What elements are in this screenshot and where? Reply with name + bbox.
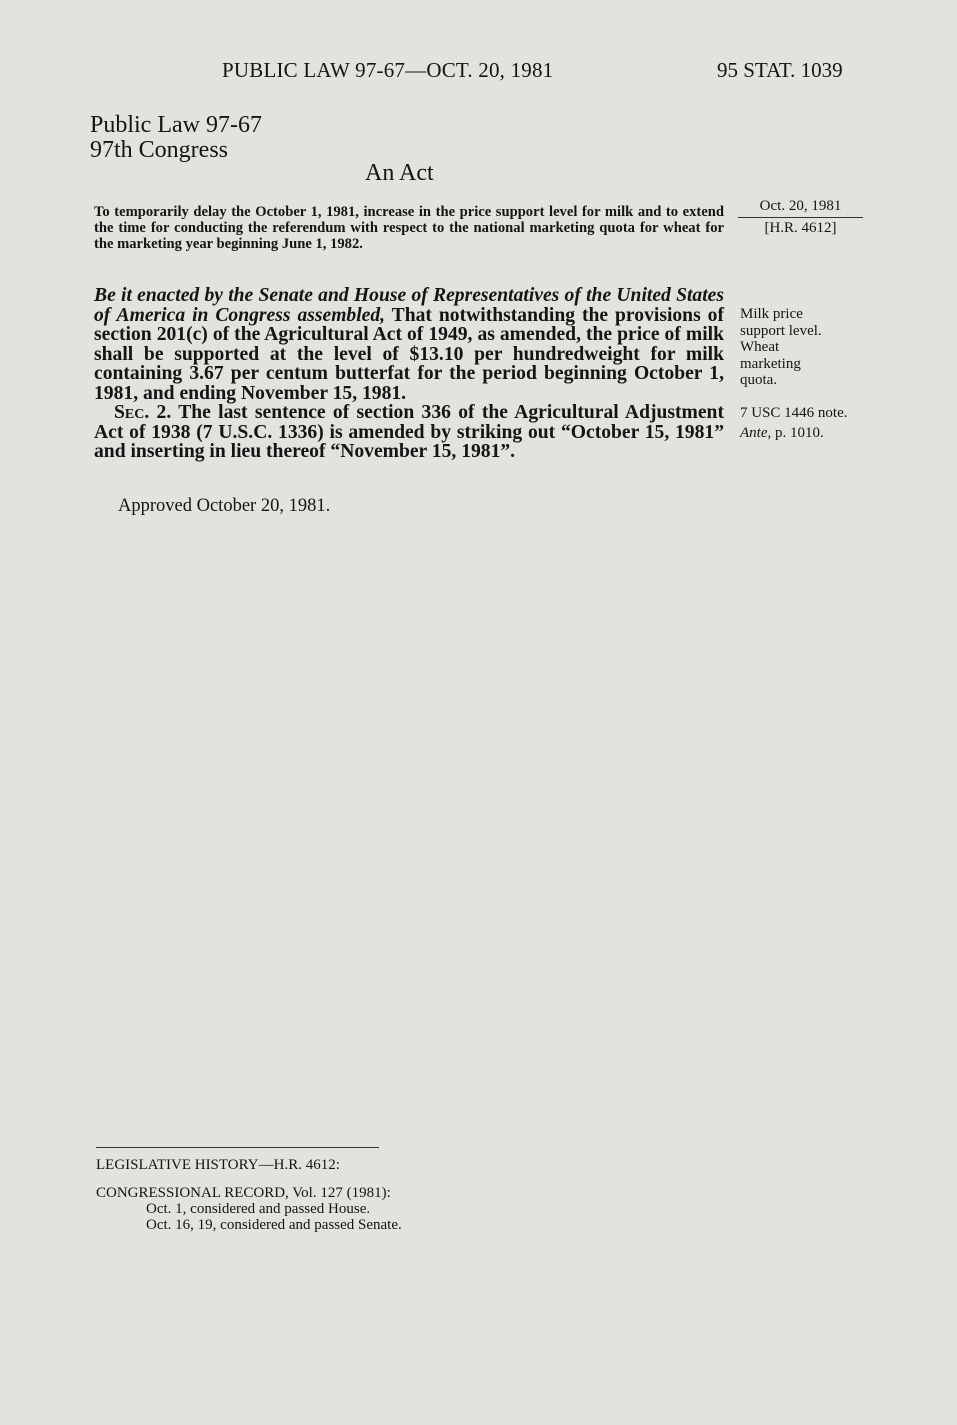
section-1-text: That notwithstanding the provisions of section 201(c) of the Agricultural Act of 1949, as amended, the price of milk shall be supported at the level of $13.10 per hundredweight for milk containing 3.67 per centum butterfat for the period beginning October 1, 1981, and ending November 15, 1981. bbox=[94, 304, 724, 404]
public-law-number: Public Law 97-67 bbox=[90, 112, 262, 138]
long-title: To temporarily delay the October 1, 1981, increase in the price support level for milk and to extend the time for conducting the referendum with respect to the national marketing quota for wheat for the marketing year beginning June 1, 1982. bbox=[94, 204, 724, 252]
margin-date: Oct. 20, 1981 bbox=[738, 198, 863, 218]
history-entry: Oct. 16, 19, considered and passed Senate. bbox=[146, 1217, 402, 1233]
section-2-text: The last sentence of section 336 of the Agricultural Adjustment Act of 1938 (7 U.S.C. 1336) is amended by striking out “October 15, 1981” and inserting in lieu thereof “November 15, 1981”. bbox=[94, 402, 724, 462]
history-entries bbox=[146, 1201, 402, 1233]
history-divider bbox=[96, 1147, 379, 1148]
ante-page: p. 1010. bbox=[771, 425, 824, 441]
section-2 bbox=[94, 403, 724, 462]
margin-note-line: Milk price bbox=[740, 306, 803, 322]
section-1 bbox=[94, 286, 724, 403]
margin-note-line: Wheat bbox=[740, 339, 780, 355]
legislative-history-heading: LEGISLATIVE HISTORY—H.R. 4612: bbox=[96, 1157, 340, 1173]
margin-usc-citation: 7 USC 1446 note. bbox=[740, 405, 848, 421]
ante-label: Ante, bbox=[740, 425, 772, 441]
enacting-clause: Be it enacted by the Senate and House of Representatives of the United States of America in Congress assembled, bbox=[94, 285, 724, 326]
act-body bbox=[94, 286, 724, 462]
congress-number: 97th Congress bbox=[90, 137, 228, 163]
approval-date: Approved October 20, 1981. bbox=[118, 496, 331, 516]
act-title: An Act bbox=[365, 160, 434, 186]
margin-note-line: quota. bbox=[740, 372, 778, 388]
section-2-label: Sec. 2. bbox=[114, 402, 172, 423]
margin-note-line: support level. bbox=[740, 322, 822, 339]
margin-note-line: marketing bbox=[740, 355, 801, 372]
statutes-page-number: 95 STAT. 1039 bbox=[717, 58, 843, 82]
running-head: PUBLIC LAW 97-67—OCT. 20, 1981 bbox=[222, 58, 554, 82]
history-entry: Oct. 1, considered and passed House. bbox=[146, 1201, 371, 1217]
margin-ante-citation bbox=[740, 425, 824, 442]
congressional-record-citation: CONGRESSIONAL RECORD, Vol. 127 (1981): bbox=[96, 1185, 391, 1201]
margin-subject-note bbox=[740, 306, 860, 389]
margin-bill-number: [H.R. 4612] bbox=[764, 220, 837, 236]
